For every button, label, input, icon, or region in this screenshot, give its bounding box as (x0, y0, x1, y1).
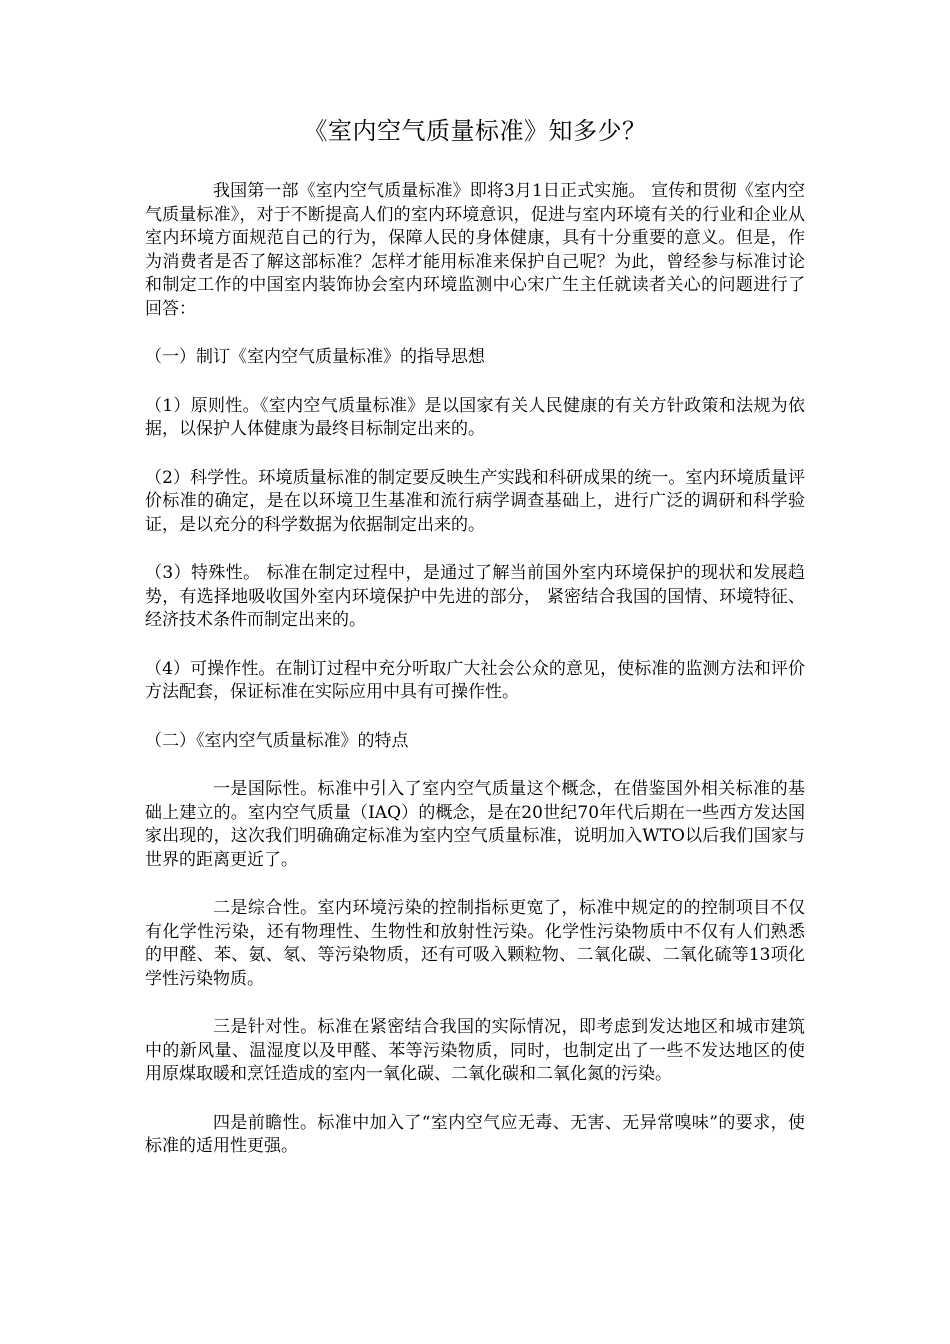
feature-item-4: 四是前瞻性。标准中加入了“室内空气应无毒、无害、无异常嗅味”的要求，使标准的适用性更强。 (145, 1112, 805, 1156)
principle-item-1: （1）原则性。《室内空气质量标准》是以国家有关人民健康的有关方针政策和法规为依据，以保护人体健康为最终目标制定出来的。 (145, 395, 805, 439)
principle-item-3: （3）特殊性。 标准在制定过程中，是通过了解当前国外室内环境保护的现状和发展趋势，有选择地吸收国外室内环境保护中先进的部分， 紧密结合我国的国情、环境特征、经济技术条件而制定出来的。 (145, 563, 805, 630)
section-2-heading: （二）《室内空气质量标准》的特点 (145, 730, 409, 751)
feature-item-1: 一是国际性。标准中引入了室内空气质量这个概念，在借鉴国外相关标准的基础上建立的。室内空气质量（IAQ）的概念，是在20世纪70年代后期在一些西方发达国家出现的，这次我们明确确定标准为室内空气质量标准，说明加入WTO以后我们国家与世界的距离更近了。 (145, 779, 805, 870)
section-1-heading: （一）制订《室内空气质量标准》的指导思想 (145, 347, 485, 367)
principle-item-4: （4）可操作性。在制订过程中充分听取广大社会公众的意见，使标准的监测方法和评价方法配套，保证标准在实际应用中具有可操作性。 (145, 658, 805, 702)
feature-item-2: 二是综合性。室内环境污染的控制指标更宽了，标准中规定的的控制项目不仅有化学性污染，还有物理性、生物性和放射性污染。化学性污染物质中不仅有人们熟悉的甲醛、苯、氨、氡、等污染物质，还有可吸入颗粒物、二氧化碳、二氧化硫等13项化学性污染物质。 (145, 898, 805, 989)
principle-item-2: （2）科学性。环境质量标准的制定要反映生产实践和科研成果的统一。室内环境质量评价标准的确定，是在以环境卫生基准和流行病学调查基础上，进行广泛的调研和科学验证，是以充分的科学数据为依据制定出来的。 (145, 467, 805, 535)
document-title: 《室内空气质量标准》知多少？ (303, 117, 647, 145)
feature-item-3: 三是针对性。标准在紧密结合我国的实际情况，即考虑到发达地区和城市建筑中的新风量、温湿度以及甲醛、苯等污染物质，同时，也制定出了一些不发达地区的使用原煤取暖和烹饪造成的室内一氧化碳、二氧化碳和二氧化氮的污染。 (145, 1017, 805, 1084)
document-body (145, 180, 805, 1184)
intro-paragraph: 我国第一部《室内空气质量标准》即将3月1日正式实施。 宣传和贯彻《室内空气质量标准》，对于不断提高人们的室内环境意识，促进与室内环境有关的行业和企业从室内环境方面规范自己的行为，保障人民的身体健康，具有十分重要的意义。但是，作为消费者是否了解这部标准？怎样才能用标准来保护自己呢？为此，曾经参与标准讨论和制定工作的中国室内装饰协会室内环境监测中心宋广生主任就读者关心的问题进行了回答： (145, 181, 805, 319)
